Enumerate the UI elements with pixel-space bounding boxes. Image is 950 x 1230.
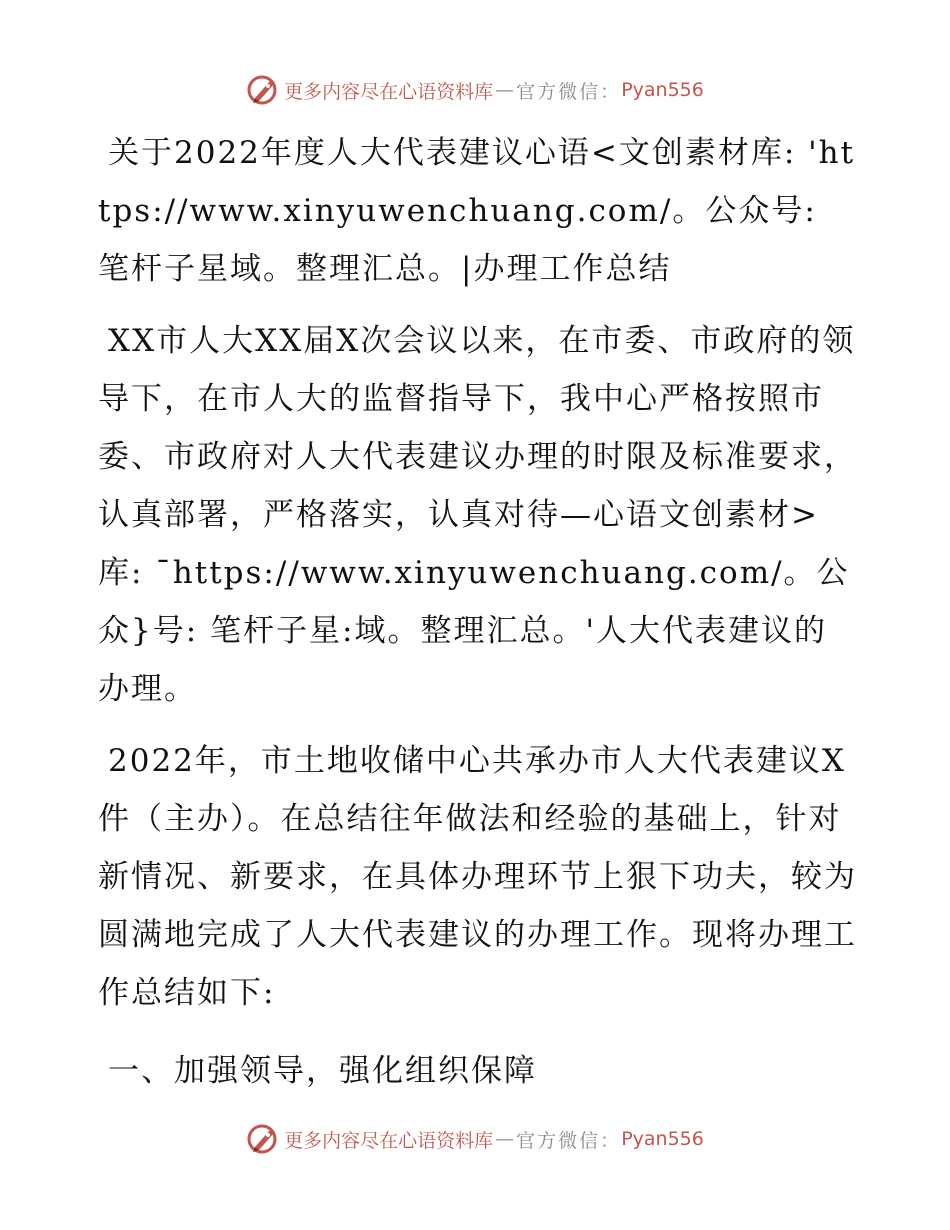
banner-wechat-id: Pyan556 — [621, 1128, 704, 1150]
pen-logo-icon — [246, 73, 280, 107]
banner-separator: — — [495, 1128, 515, 1150]
pen-logo-icon — [246, 1122, 280, 1156]
banner-wechat-label: 官方微信： — [516, 1129, 622, 1152]
banner-text: 更多内容尽在心语资料库 — [284, 1129, 494, 1152]
footer-banner — [0, 1119, 950, 1159]
paragraph-summary: 2022年，市土地收储中心共承办市人大代表建议X件（主办）。在总结往年做法和经验的基础上，针对新情况、新要求，在具体办理环节上狠下功夫，较为圆满地完成了人大代表建议的办理工作。现将办理工作总结如下: — [98, 743, 857, 1011]
document-body — [98, 124, 858, 1100]
banner-wechat-label: 官方微信： — [516, 80, 622, 103]
section-heading: 一、加强领导，强化组织保障 — [108, 1053, 537, 1089]
paragraph-intro: XX市人大XX届X次会议以来，在市委、市政府的领导下，在市人大的监督指导下，我中心严格按照市委、市政府对人大代表建议办理的时限及标准要求，认真部署，严格落实，认真对待—心语文创素材>库: ¯https://www.xinyuwenchuang.com/。公众}号: 笔杆子星:域。整理汇总。'人大代表建议的办理。 — [98, 323, 857, 707]
banner-wechat-id: Pyan556 — [621, 79, 704, 101]
banner-separator: — — [495, 79, 515, 101]
header-banner — [0, 70, 950, 110]
paragraph-title: 关于2022年度人大代表建议心语<文创素材库: 'https://www.xinyuwenchuang.com/。公众号: 笔杆子星域。整理汇总。|办理工作总结 — [98, 135, 856, 287]
banner-text: 更多内容尽在心语资料库 — [284, 80, 494, 103]
